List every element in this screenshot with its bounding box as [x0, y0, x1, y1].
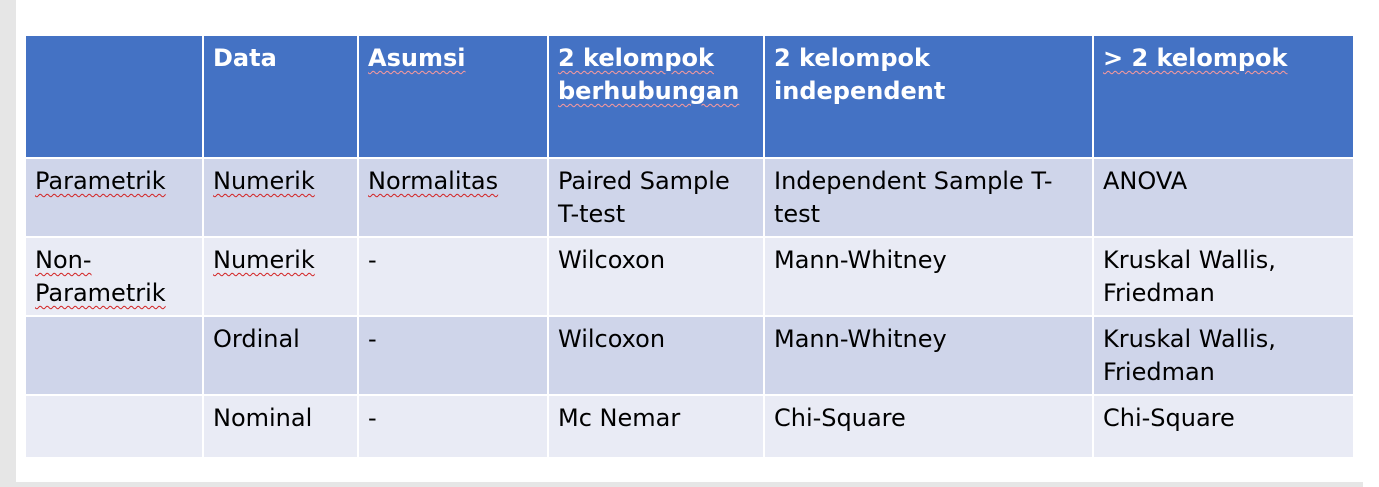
cell-asumsi: - — [358, 237, 548, 316]
cell-group — [25, 395, 203, 458]
header-data: Data — [203, 35, 358, 158]
header-asumsi-text: Asumsi — [368, 44, 466, 72]
cell-berhubungan: Paired Sample T-test — [548, 158, 764, 237]
cell-group — [25, 158, 203, 237]
cell-data: Ordinal — [203, 316, 358, 395]
header-berhubungan — [548, 35, 764, 158]
header-lebih-dua-text: > 2 kelompok — [1103, 44, 1288, 72]
cell-lebih-dua: Kruskal Wallis, Friedman — [1093, 237, 1354, 316]
cell-berhubungan — [548, 395, 764, 458]
statistics-test-table — [24, 34, 1355, 459]
cell-asumsi — [358, 158, 548, 237]
cell-lebih-dua: ANOVA — [1093, 158, 1354, 237]
table-row — [25, 237, 1354, 316]
cell-data-text: Numerik — [213, 246, 315, 274]
cell-data-text: Numerik — [213, 167, 315, 195]
cell-independent: Chi-Square — [764, 395, 1093, 458]
cell-data — [203, 158, 358, 237]
cell-lebih-dua: Chi-Square — [1093, 395, 1354, 458]
cell-asumsi-text: Normalitas — [368, 167, 499, 195]
cell-data — [203, 237, 358, 316]
cell-asumsi: - — [358, 395, 548, 458]
cell-group — [25, 316, 203, 395]
cell-group — [25, 237, 203, 316]
cell-independent: Mann-Whitney — [764, 316, 1093, 395]
cell-berhubungan: Wilcoxon — [548, 316, 764, 395]
header-row — [25, 35, 1354, 158]
header-empty — [25, 35, 203, 158]
cell-data: Nominal — [203, 395, 358, 458]
header-berhubungan-text: 2 kelompok berhubungan — [558, 44, 740, 105]
cell-group-text: Non-Parametrik — [35, 246, 166, 307]
header-independent-text: 2 kelompok independent — [774, 44, 946, 105]
table-row — [25, 395, 1354, 458]
header-lebih-dua — [1093, 35, 1354, 158]
cell-group-text: Parametrik — [35, 167, 166, 195]
header-independent — [764, 35, 1093, 158]
window-edge — [1363, 0, 1379, 487]
table-row — [25, 158, 1354, 237]
cell-independent: Independent Sample T-test — [764, 158, 1093, 237]
cell-asumsi: - — [358, 316, 548, 395]
cell-independent: Mann-Whitney — [764, 237, 1093, 316]
cell-berhubungan: Wilcoxon — [548, 237, 764, 316]
cell-berhubungan-text: Mc Nemar — [558, 404, 681, 432]
table-row — [25, 316, 1354, 395]
header-asumsi — [358, 35, 548, 158]
cell-lebih-dua: Kruskal Wallis, Friedman — [1093, 316, 1354, 395]
